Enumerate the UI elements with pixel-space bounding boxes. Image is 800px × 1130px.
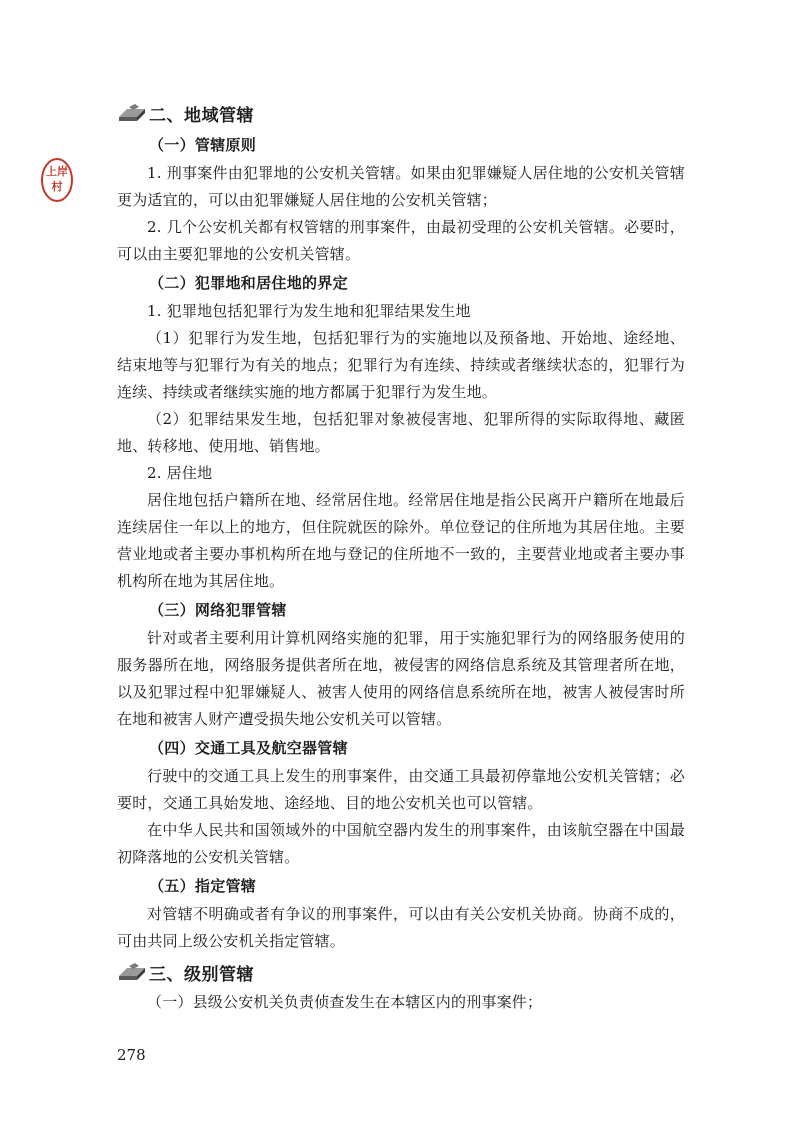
paragraph: 2. 居住地 bbox=[147, 464, 213, 482]
section-heading bbox=[117, 96, 685, 130]
paragraph: 在中华人民共和国领域外的中国航空器内发生的刑事案件，由该航空器在中国最初降落地的公安机关管辖。 bbox=[117, 821, 685, 866]
paragraph: 针对或者主要利用计算机网络实施的犯罪，用于实施犯罪行为的网络服务使用的服务器所在地，网络服务提供者所在地，被侵害的网络信息系统及其管理者所在地，以及犯罪过程中犯罪嫌疑人、被害人使用的网络信息系统所在地，被害人被侵害时所在地和被害人财产遭受损失地公安机关可以管辖。 bbox=[117, 629, 685, 728]
subsection-title: （五）指定管辖 bbox=[149, 877, 257, 895]
svg-text:村: 村 bbox=[51, 180, 63, 193]
section-title: 二、地域管辖 bbox=[149, 105, 254, 126]
paragraph: （一）县级公安机关负责侦查发生在本辖区内的刑事案件； bbox=[147, 993, 543, 1011]
subsection-title: （一）管辖原则 bbox=[149, 136, 257, 154]
paragraph: 行驶中的交通工具上发生的刑事案件，由交通工具最初停靠地公安机关管辖；必要时，交通工具始发地、途经地、目的地公安机关也可以管辖。 bbox=[117, 767, 685, 812]
paragraph: 1. 刑事案件由犯罪地的公安机关管辖。如果由犯罪嫌疑人居住地的公安机关管辖更为适宜的，可以由犯罪嫌疑人居住地的公安机关管辖； bbox=[117, 164, 685, 209]
page-number: 278 bbox=[117, 1046, 146, 1064]
paragraph: 居住地包括户籍所在地、经常居住地。经常居住地是指公民离开户籍所在地最后连续居住一年以上的地方，但住院就医的除外。单位登记的住所地为其居住地。主要营业地或者主要办事机构所在地与登记的住所地不一致的，主要营业地或者主要办事机构所在地为其居住地。 bbox=[117, 491, 685, 590]
svg-text:上岸: 上岸 bbox=[46, 165, 68, 178]
book-icon bbox=[117, 103, 147, 123]
book-icon bbox=[117, 962, 147, 982]
section-heading bbox=[117, 955, 685, 989]
paragraph: 1. 犯罪地包括犯罪行为发生地和犯罪结果发生地 bbox=[147, 302, 471, 320]
paragraph: 2. 几个公安机关都有权管辖的刑事案件，由最初受理的公安机关管辖。必要时，可以由主要犯罪地的公安机关管辖。 bbox=[117, 218, 685, 263]
subsection-title: （四）交通工具及航空器管辖 bbox=[149, 739, 348, 757]
paragraph: 对管辖不明确或者有争议的刑事案件，可以由有关公安机关协商。协商不成的，可由共同上级公安机关指定管辖。 bbox=[117, 905, 685, 950]
paragraph: （1）犯罪行为发生地，包括犯罪行为的实施地以及预备地、开始地、途经地、结束地等与犯罪行为有关的地点；犯罪行为有连续、持续或者继续状态的，犯罪行为连续、持续或者继续实施的地方都属于犯罪行为发生地。 bbox=[117, 329, 685, 401]
subsection-title: （二）犯罪地和居住地的界定 bbox=[149, 274, 348, 292]
section-title: 三、级别管辖 bbox=[149, 964, 254, 985]
seal-stamp-icon bbox=[40, 157, 74, 203]
page-content bbox=[117, 96, 685, 1016]
subsection-title: （三）网络犯罪管辖 bbox=[149, 601, 287, 619]
paragraph: （2）犯罪结果发生地，包括犯罪对象被侵害地、犯罪所得的实际取得地、藏匿地、转移地、使用地、销售地。 bbox=[117, 410, 685, 455]
